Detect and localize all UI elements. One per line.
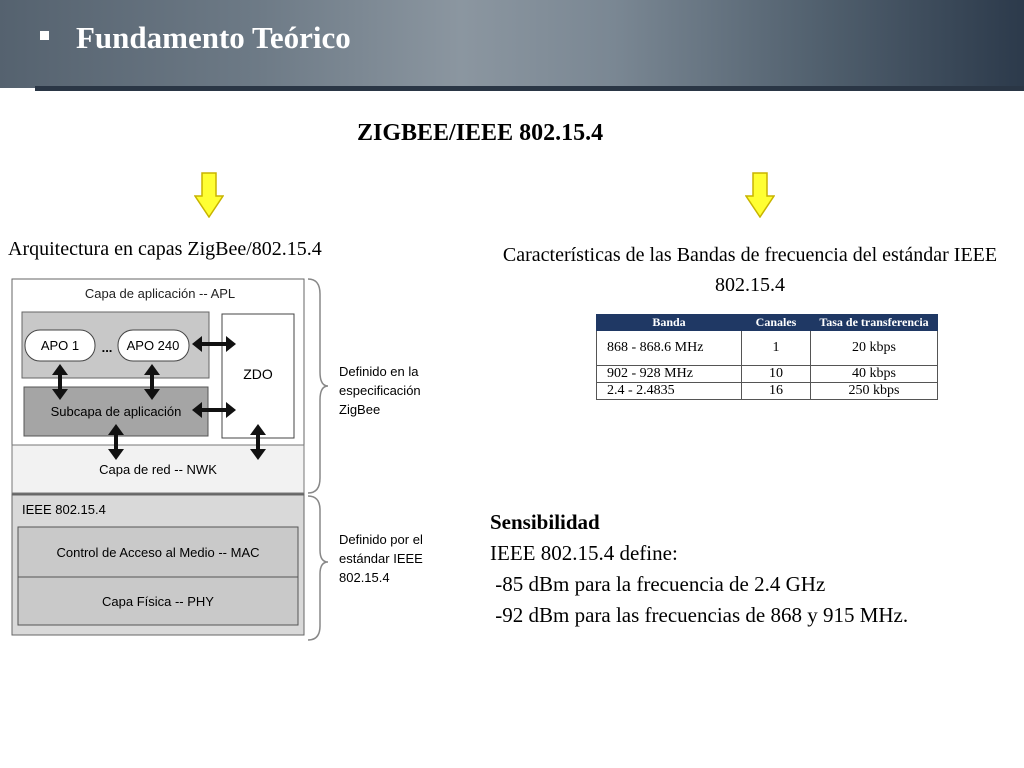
zdo-label: ZDO xyxy=(243,366,273,382)
table-row xyxy=(597,383,938,400)
table-cell: 2.4 - 2.4835 xyxy=(597,383,742,400)
architecture-caption: Arquitectura en capas ZigBee/802.15.4 xyxy=(8,238,322,260)
zigbee-brace xyxy=(308,279,328,493)
zigbee-brace-label-2: especificación xyxy=(339,383,421,398)
table-cell: 902 - 928 MHz xyxy=(597,366,742,383)
down-arrow-icon xyxy=(194,172,224,218)
apo-ellipsis: ... xyxy=(101,340,113,355)
slide-title: Fundamento Teórico xyxy=(76,20,351,55)
ieee-brace xyxy=(308,496,328,640)
sensitivity-line: IEEE 802.15.4 define: xyxy=(490,541,678,565)
zigbee-brace-label-3: ZigBee xyxy=(339,402,381,417)
ieee-brace-label-3: 802.15.4 xyxy=(339,570,390,585)
main-heading: ZIGBEE/IEEE 802.15.4 xyxy=(357,120,604,146)
apo240-label: APO 240 xyxy=(126,338,180,353)
architecture-diagram xyxy=(8,278,448,644)
ieee-region-label: IEEE 802.15.4 xyxy=(22,502,106,517)
column-header: Canales xyxy=(742,315,811,331)
table-cell: 40 kbps xyxy=(811,366,938,383)
sensitivity-line: -85 dBm para la frecuencia de 2.4 GHz xyxy=(490,572,826,596)
table-cell: 20 kbps xyxy=(811,331,938,366)
table-row xyxy=(597,366,938,383)
table-cell: 16 xyxy=(742,383,811,400)
ieee-brace-label-1: Definido por el xyxy=(339,532,423,547)
apo1-label: APO 1 xyxy=(40,338,80,353)
table-cell: 250 kbps xyxy=(811,383,938,400)
apl-layer-label: Capa de aplicación -- APL xyxy=(84,286,236,301)
table-header-row xyxy=(597,315,938,331)
header-divider xyxy=(35,86,1024,91)
table-cell: 10 xyxy=(742,366,811,383)
nwk-layer-label: Capa de red -- NWK xyxy=(99,462,217,477)
mac-layer-label: Control de Acceso al Medio -- MAC xyxy=(56,545,260,560)
zigbee-brace-label-1: Definido en la xyxy=(339,364,419,379)
frequency-bands-table xyxy=(596,314,938,400)
down-arrow-icon xyxy=(745,172,775,218)
ieee-brace-label-2: estándar IEEE xyxy=(339,551,423,566)
sensitivity-title: Sensibilidad xyxy=(490,510,600,534)
column-header: Banda xyxy=(597,315,742,331)
subcapa-label: Subcapa de aplicación xyxy=(50,404,182,419)
column-header: Tasa de transferencia xyxy=(811,315,938,331)
table-cell: 868 - 868.6 MHz xyxy=(597,331,742,366)
table-row xyxy=(597,331,938,366)
bands-caption: Características de las Bandas de frecuencia del estándar IEEE 802.15.4 xyxy=(502,244,998,296)
sensitivity-line: -92 dBm para las frecuencias de 868 y 915 MHz. xyxy=(490,603,909,627)
table-cell: 1 xyxy=(742,331,811,366)
square-bullet-icon xyxy=(40,31,49,40)
phy-layer-label: Capa Física -- PHY xyxy=(102,594,214,609)
sensitivity-block xyxy=(490,507,908,631)
